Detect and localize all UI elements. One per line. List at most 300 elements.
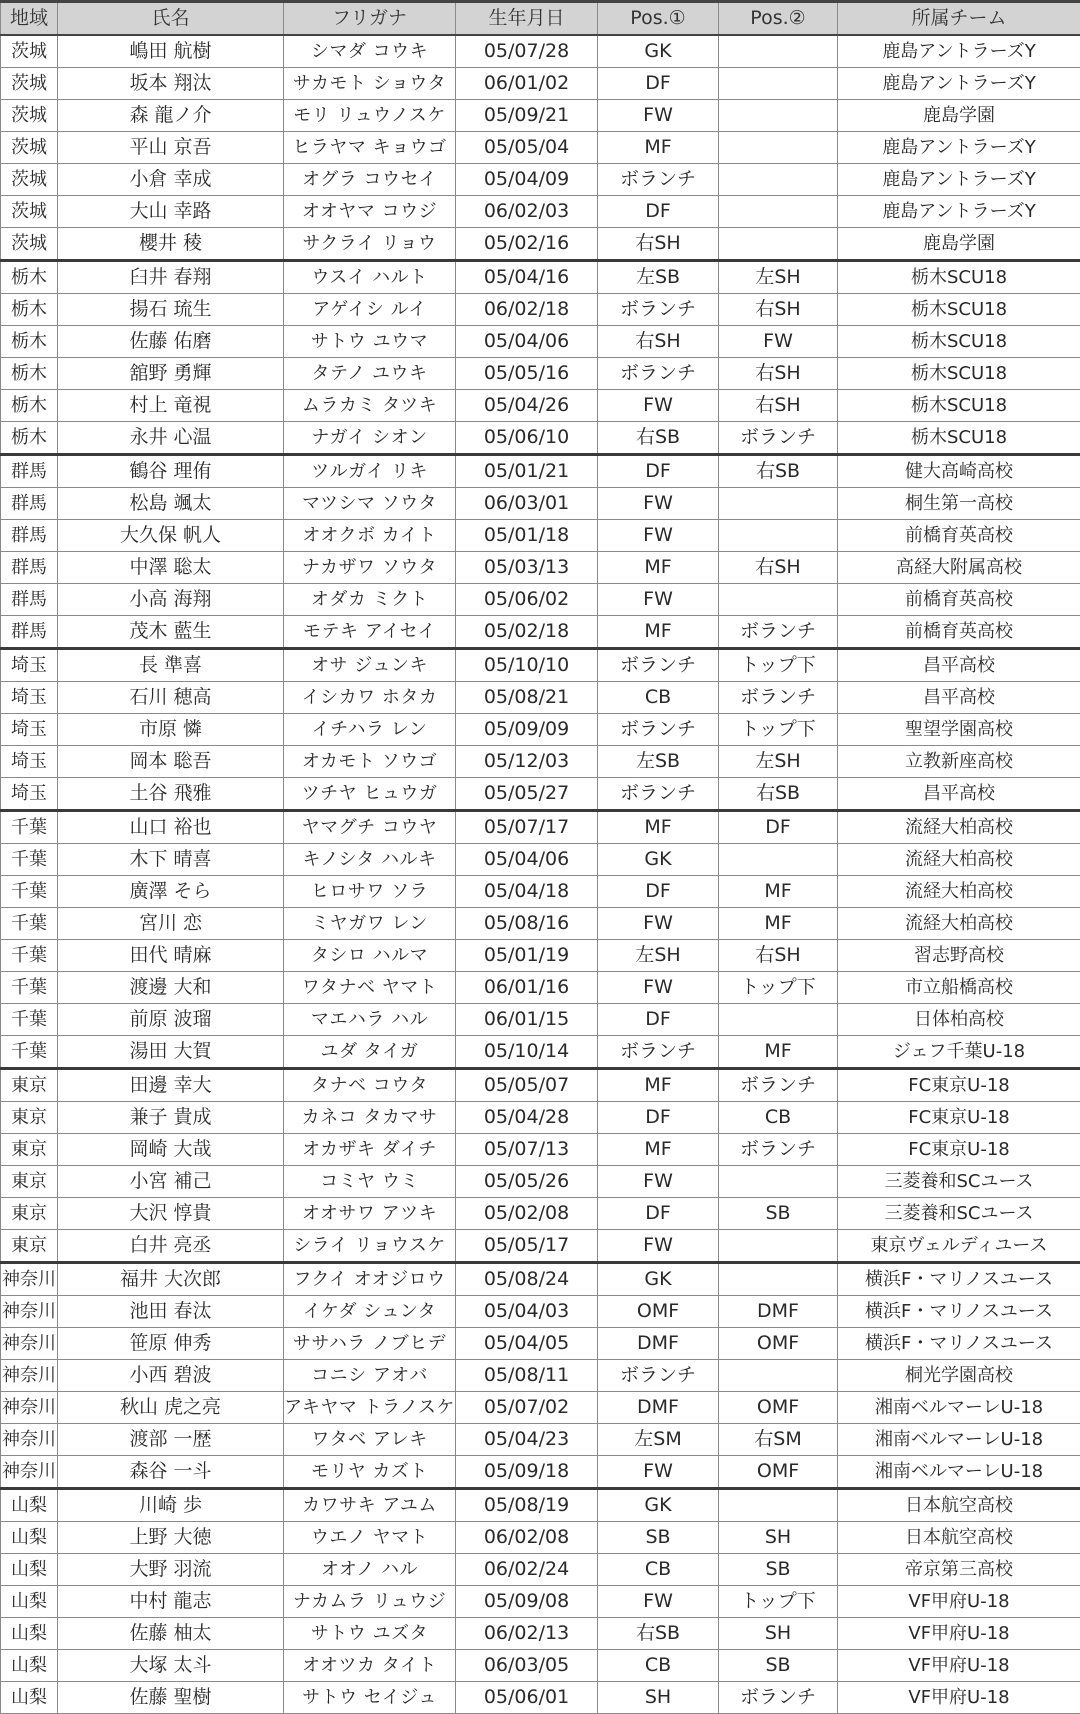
cell-name: 石川 穂高 xyxy=(58,682,284,714)
cell-furigana: ヒラヤマ キョウゴ xyxy=(284,132,456,164)
cell-team: 流経大柏高校 xyxy=(838,811,1080,844)
cell-position-2 xyxy=(719,35,838,68)
cell-furigana: オオツカ タイト xyxy=(284,1650,456,1682)
table-row xyxy=(1,1522,1080,1554)
table-row xyxy=(1,1328,1080,1360)
cell-team: 前橋育英高校 xyxy=(838,616,1080,649)
header-position-2: Pos.② xyxy=(719,2,838,36)
cell-region: 山梨 xyxy=(1,1522,58,1554)
cell-furigana: カネコ タカマサ xyxy=(284,1102,456,1134)
cell-position-1: FW xyxy=(598,520,719,552)
cell-region: 山梨 xyxy=(1,1650,58,1682)
table-row xyxy=(1,326,1080,358)
cell-name: 兼子 貴成 xyxy=(58,1102,284,1134)
cell-team: 栃木SCU18 xyxy=(838,358,1080,390)
table-row xyxy=(1,1392,1080,1424)
cell-name: 櫻井 稜 xyxy=(58,228,284,261)
cell-team: 市立船橋高校 xyxy=(838,972,1080,1004)
cell-position-1: FW xyxy=(598,1456,719,1489)
table-row xyxy=(1,972,1080,1004)
cell-region: 神奈川 xyxy=(1,1296,58,1328)
table-row xyxy=(1,649,1080,682)
cell-position-1: FW xyxy=(598,908,719,940)
cell-position-1: ボランチ xyxy=(598,294,719,326)
cell-region: 山梨 xyxy=(1,1682,58,1714)
cell-name: 大山 幸路 xyxy=(58,196,284,228)
table-row xyxy=(1,1296,1080,1328)
cell-birthdate: 06/03/01 xyxy=(456,488,598,520)
cell-region: 神奈川 xyxy=(1,1328,58,1360)
cell-birthdate: 05/05/07 xyxy=(456,1069,598,1102)
cell-region: 千葉 xyxy=(1,940,58,972)
cell-name: 小宮 補己 xyxy=(58,1166,284,1198)
cell-birthdate: 05/10/10 xyxy=(456,649,598,682)
cell-team: 湘南ベルマーレU-18 xyxy=(838,1456,1080,1489)
cell-position-2 xyxy=(719,584,838,616)
cell-region: 栃木 xyxy=(1,261,58,294)
cell-team: 立教新座高校 xyxy=(838,746,1080,778)
cell-name: 白井 亮丞 xyxy=(58,1230,284,1263)
cell-position-1: MF xyxy=(598,1134,719,1166)
cell-name: 中澤 聡太 xyxy=(58,552,284,584)
cell-region: 栃木 xyxy=(1,326,58,358)
cell-region: 神奈川 xyxy=(1,1392,58,1424)
cell-position-1: CB xyxy=(598,682,719,714)
cell-region: 千葉 xyxy=(1,876,58,908)
cell-name: 茂木 藍生 xyxy=(58,616,284,649)
cell-position-1: ボランチ xyxy=(598,164,719,196)
cell-region: 千葉 xyxy=(1,972,58,1004)
cell-position-2: トップ下 xyxy=(719,714,838,746)
cell-birthdate: 05/10/14 xyxy=(456,1036,598,1069)
cell-team: 前橋育英高校 xyxy=(838,584,1080,616)
cell-birthdate: 06/01/02 xyxy=(456,68,598,100)
cell-birthdate: 05/07/13 xyxy=(456,1134,598,1166)
cell-furigana: オオクボ カイト xyxy=(284,520,456,552)
cell-name: 上野 大徳 xyxy=(58,1522,284,1554)
cell-furigana: ナカザワ ソウタ xyxy=(284,552,456,584)
table-row xyxy=(1,164,1080,196)
cell-furigana: シライ リョウスケ xyxy=(284,1230,456,1263)
table-row xyxy=(1,844,1080,876)
cell-furigana: ウエノ ヤマト xyxy=(284,1522,456,1554)
cell-position-1: MF xyxy=(598,1069,719,1102)
cell-furigana: オオノ ハル xyxy=(284,1554,456,1586)
cell-team: VF甲府U-18 xyxy=(838,1650,1080,1682)
cell-position-2: SB xyxy=(719,1650,838,1682)
cell-name: 佐藤 佑磨 xyxy=(58,326,284,358)
cell-birthdate: 06/02/03 xyxy=(456,196,598,228)
cell-region: 千葉 xyxy=(1,908,58,940)
cell-team: 健大高崎高校 xyxy=(838,455,1080,488)
cell-region: 山梨 xyxy=(1,1554,58,1586)
cell-birthdate: 06/02/13 xyxy=(456,1618,598,1650)
cell-position-2 xyxy=(719,132,838,164)
cell-region: 神奈川 xyxy=(1,1263,58,1296)
cell-furigana: モリ リュウノスケ xyxy=(284,100,456,132)
cell-position-1: GK xyxy=(598,844,719,876)
cell-position-2 xyxy=(719,488,838,520)
cell-birthdate: 06/02/18 xyxy=(456,294,598,326)
cell-position-2 xyxy=(719,228,838,261)
cell-birthdate: 05/09/09 xyxy=(456,714,598,746)
cell-birthdate: 05/04/06 xyxy=(456,326,598,358)
cell-team: 湘南ベルマーレU-18 xyxy=(838,1424,1080,1456)
table-row xyxy=(1,294,1080,326)
cell-birthdate: 05/04/05 xyxy=(456,1328,598,1360)
table-row xyxy=(1,746,1080,778)
cell-team: 昌平高校 xyxy=(838,649,1080,682)
cell-furigana: カワサキ アユム xyxy=(284,1489,456,1522)
cell-position-1: ボランチ xyxy=(598,778,719,811)
cell-team: FC東京U-18 xyxy=(838,1069,1080,1102)
table-row xyxy=(1,1263,1080,1296)
cell-name: 宮川 恋 xyxy=(58,908,284,940)
table-row xyxy=(1,1360,1080,1392)
cell-team: 日本航空高校 xyxy=(838,1489,1080,1522)
cell-position-1: ボランチ xyxy=(598,1360,719,1392)
cell-position-1: ボランチ xyxy=(598,358,719,390)
table-row xyxy=(1,261,1080,294)
cell-team: 三菱養和SCユース xyxy=(838,1198,1080,1230)
cell-position-1: ボランチ xyxy=(598,714,719,746)
cell-furigana: ウスイ ハルト xyxy=(284,261,456,294)
cell-region: 東京 xyxy=(1,1166,58,1198)
cell-position-1: MF xyxy=(598,132,719,164)
cell-furigana: サカモト ショウタ xyxy=(284,68,456,100)
cell-region: 神奈川 xyxy=(1,1360,58,1392)
cell-position-1: DF xyxy=(598,196,719,228)
table-row xyxy=(1,552,1080,584)
cell-furigana: イシカワ ホタカ xyxy=(284,682,456,714)
cell-team: 桐生第一高校 xyxy=(838,488,1080,520)
cell-position-2: 右SH xyxy=(719,390,838,422)
cell-name: 笹原 伸秀 xyxy=(58,1328,284,1360)
cell-birthdate: 05/02/18 xyxy=(456,616,598,649)
cell-name: 坂本 翔汰 xyxy=(58,68,284,100)
table-row xyxy=(1,584,1080,616)
cell-region: 茨城 xyxy=(1,228,58,261)
table-row xyxy=(1,1618,1080,1650)
table-row xyxy=(1,228,1080,261)
cell-furigana: イチハラ レン xyxy=(284,714,456,746)
cell-birthdate: 05/08/19 xyxy=(456,1489,598,1522)
header-name: 氏名 xyxy=(58,2,284,36)
cell-position-2: ボランチ xyxy=(719,1682,838,1714)
cell-birthdate: 05/04/23 xyxy=(456,1424,598,1456)
cell-furigana: シマダ コウキ xyxy=(284,35,456,68)
cell-furigana: オカモト ソウゴ xyxy=(284,746,456,778)
cell-position-1: GK xyxy=(598,35,719,68)
cell-team: 習志野高校 xyxy=(838,940,1080,972)
cell-position-2: トップ下 xyxy=(719,1586,838,1618)
cell-position-2: ボランチ xyxy=(719,616,838,649)
cell-furigana: キノシタ ハルキ xyxy=(284,844,456,876)
cell-position-1: 右SB xyxy=(598,422,719,455)
cell-birthdate: 06/02/24 xyxy=(456,1554,598,1586)
cell-furigana: サクライ リョウ xyxy=(284,228,456,261)
table-row xyxy=(1,68,1080,100)
table-row xyxy=(1,1456,1080,1489)
cell-position-1: 右SH xyxy=(598,228,719,261)
cell-birthdate: 05/03/13 xyxy=(456,552,598,584)
cell-birthdate: 05/06/01 xyxy=(456,1682,598,1714)
cell-name: 池田 春汰 xyxy=(58,1296,284,1328)
table-row xyxy=(1,682,1080,714)
cell-furigana: フクイ オオジロウ xyxy=(284,1263,456,1296)
table-row xyxy=(1,876,1080,908)
cell-position-1: FW xyxy=(598,488,719,520)
cell-birthdate: 05/08/11 xyxy=(456,1360,598,1392)
table-row xyxy=(1,390,1080,422)
cell-birthdate: 05/02/16 xyxy=(456,228,598,261)
cell-team: 鹿島アントラーズY xyxy=(838,132,1080,164)
cell-team: 流経大柏高校 xyxy=(838,908,1080,940)
cell-position-1: DF xyxy=(598,455,719,488)
table-row xyxy=(1,1650,1080,1682)
cell-position-1: 左SB xyxy=(598,746,719,778)
cell-name: 森 龍ノ介 xyxy=(58,100,284,132)
cell-position-2: 右SH xyxy=(719,294,838,326)
table-row xyxy=(1,714,1080,746)
cell-birthdate: 05/01/19 xyxy=(456,940,598,972)
cell-position-2 xyxy=(719,100,838,132)
cell-name: 大塚 太斗 xyxy=(58,1650,284,1682)
cell-name: 渡部 一歴 xyxy=(58,1424,284,1456)
header-position-1: Pos.① xyxy=(598,2,719,36)
table-row xyxy=(1,908,1080,940)
cell-birthdate: 06/02/08 xyxy=(456,1522,598,1554)
cell-furigana: ミヤガワ レン xyxy=(284,908,456,940)
cell-furigana: マツシマ ソウタ xyxy=(284,488,456,520)
cell-team: 三菱養和SCユース xyxy=(838,1166,1080,1198)
cell-position-1: SH xyxy=(598,1682,719,1714)
cell-team: 栃木SCU18 xyxy=(838,390,1080,422)
cell-birthdate: 05/07/02 xyxy=(456,1392,598,1424)
cell-furigana: ムラカミ タツキ xyxy=(284,390,456,422)
cell-region: 群馬 xyxy=(1,584,58,616)
cell-birthdate: 06/01/16 xyxy=(456,972,598,1004)
cell-team: 流経大柏高校 xyxy=(838,844,1080,876)
cell-position-2: ボランチ xyxy=(719,1134,838,1166)
cell-position-1: FW xyxy=(598,972,719,1004)
cell-name: 土谷 飛雅 xyxy=(58,778,284,811)
cell-name: 佐藤 柚太 xyxy=(58,1618,284,1650)
cell-birthdate: 05/09/18 xyxy=(456,1456,598,1489)
table-row xyxy=(1,778,1080,811)
cell-name: 渡邊 大和 xyxy=(58,972,284,1004)
cell-birthdate: 05/05/26 xyxy=(456,1166,598,1198)
cell-team: 栃木SCU18 xyxy=(838,294,1080,326)
table-row xyxy=(1,488,1080,520)
cell-team: FC東京U-18 xyxy=(838,1102,1080,1134)
cell-furigana: オグラ コウセイ xyxy=(284,164,456,196)
cell-position-2: トップ下 xyxy=(719,972,838,1004)
table-row xyxy=(1,455,1080,488)
cell-position-2 xyxy=(719,68,838,100)
cell-position-1: 右SB xyxy=(598,1618,719,1650)
cell-name: 永井 心温 xyxy=(58,422,284,455)
cell-furigana: アゲイシ ルイ xyxy=(284,294,456,326)
cell-region: 神奈川 xyxy=(1,1424,58,1456)
cell-team: 湘南ベルマーレU-18 xyxy=(838,1392,1080,1424)
cell-position-1: 左SM xyxy=(598,1424,719,1456)
cell-position-1: OMF xyxy=(598,1296,719,1328)
cell-furigana: ワタベ アレキ xyxy=(284,1424,456,1456)
cell-position-1: ボランチ xyxy=(598,1036,719,1069)
cell-position-1: ボランチ xyxy=(598,649,719,682)
cell-position-2 xyxy=(719,1489,838,1522)
cell-birthdate: 05/02/08 xyxy=(456,1198,598,1230)
table-row xyxy=(1,422,1080,455)
table-row xyxy=(1,1230,1080,1263)
cell-position-2: OMF xyxy=(719,1328,838,1360)
cell-position-1: SB xyxy=(598,1522,719,1554)
roster-body xyxy=(1,35,1080,1714)
cell-position-2: 右SH xyxy=(719,358,838,390)
cell-name: 木下 晴喜 xyxy=(58,844,284,876)
cell-position-1: CB xyxy=(598,1554,719,1586)
cell-region: 埼玉 xyxy=(1,714,58,746)
cell-birthdate: 06/01/15 xyxy=(456,1004,598,1036)
cell-position-2 xyxy=(719,196,838,228)
cell-position-1: DF xyxy=(598,1198,719,1230)
cell-birthdate: 05/08/21 xyxy=(456,682,598,714)
header-row xyxy=(1,2,1080,36)
cell-name: 中村 龍志 xyxy=(58,1586,284,1618)
cell-position-1: FW xyxy=(598,390,719,422)
cell-team: 鹿島学園 xyxy=(838,228,1080,261)
cell-region: 東京 xyxy=(1,1102,58,1134)
cell-position-2: ボランチ xyxy=(719,682,838,714)
cell-furigana: ナガイ シオン xyxy=(284,422,456,455)
cell-region: 山梨 xyxy=(1,1618,58,1650)
cell-name: 臼井 春翔 xyxy=(58,261,284,294)
cell-position-1: DF xyxy=(598,876,719,908)
cell-team: VF甲府U-18 xyxy=(838,1586,1080,1618)
cell-birthdate: 05/07/28 xyxy=(456,35,598,68)
table-row xyxy=(1,1424,1080,1456)
cell-birthdate: 05/05/16 xyxy=(456,358,598,390)
cell-birthdate: 05/01/18 xyxy=(456,520,598,552)
cell-position-1: MF xyxy=(598,811,719,844)
cell-name: 福井 大次郎 xyxy=(58,1263,284,1296)
cell-furigana: モテキ アイセイ xyxy=(284,616,456,649)
cell-position-2: DF xyxy=(719,811,838,844)
cell-region: 千葉 xyxy=(1,1036,58,1069)
cell-team: 横浜F・マリノスユース xyxy=(838,1328,1080,1360)
cell-furigana: ササハラ ノブヒデ xyxy=(284,1328,456,1360)
cell-name: 鶴谷 理侑 xyxy=(58,455,284,488)
cell-position-2: ボランチ xyxy=(719,1069,838,1102)
cell-name: 大沢 惇貴 xyxy=(58,1198,284,1230)
cell-region: 群馬 xyxy=(1,488,58,520)
cell-region: 茨城 xyxy=(1,100,58,132)
cell-region: 群馬 xyxy=(1,616,58,649)
cell-team: 流経大柏高校 xyxy=(838,876,1080,908)
cell-birthdate: 05/09/08 xyxy=(456,1586,598,1618)
cell-position-1: MF xyxy=(598,552,719,584)
cell-birthdate: 05/04/28 xyxy=(456,1102,598,1134)
cell-team: VF甲府U-18 xyxy=(838,1618,1080,1650)
cell-position-2: DMF xyxy=(719,1296,838,1328)
header-furigana: フリガナ xyxy=(284,2,456,36)
table-row xyxy=(1,520,1080,552)
cell-name: 長 準喜 xyxy=(58,649,284,682)
cell-position-2 xyxy=(719,1230,838,1263)
cell-position-2: SH xyxy=(719,1618,838,1650)
cell-position-2 xyxy=(719,1360,838,1392)
cell-position-1: DF xyxy=(598,68,719,100)
cell-region: 茨城 xyxy=(1,68,58,100)
cell-team: VF甲府U-18 xyxy=(838,1682,1080,1714)
table-row xyxy=(1,1586,1080,1618)
cell-name: 村上 竜視 xyxy=(58,390,284,422)
cell-region: 東京 xyxy=(1,1198,58,1230)
cell-position-2: SH xyxy=(719,1522,838,1554)
cell-furigana: ツルガイ リキ xyxy=(284,455,456,488)
cell-position-2: MF xyxy=(719,876,838,908)
cell-name: 揚石 琉生 xyxy=(58,294,284,326)
table-row xyxy=(1,1554,1080,1586)
cell-team: 鹿島アントラーズY xyxy=(838,164,1080,196)
cell-position-1: DMF xyxy=(598,1328,719,1360)
cell-furigana: ナカムラ リュウジ xyxy=(284,1586,456,1618)
cell-birthdate: 05/04/16 xyxy=(456,261,598,294)
cell-name: 平山 京吾 xyxy=(58,132,284,164)
cell-furigana: マエハラ ハル xyxy=(284,1004,456,1036)
cell-position-2 xyxy=(719,844,838,876)
table-row xyxy=(1,196,1080,228)
cell-furigana: サトウ セイジュ xyxy=(284,1682,456,1714)
cell-position-2 xyxy=(719,1004,838,1036)
header-region: 地域 xyxy=(1,2,58,36)
cell-position-1: 右SH xyxy=(598,326,719,358)
cell-name: 廣澤 そら xyxy=(58,876,284,908)
cell-team: FC東京U-18 xyxy=(838,1134,1080,1166)
table-row xyxy=(1,616,1080,649)
cell-region: 東京 xyxy=(1,1069,58,1102)
cell-region: 神奈川 xyxy=(1,1456,58,1489)
cell-furigana: タナベ コウタ xyxy=(284,1069,456,1102)
cell-position-1: DF xyxy=(598,1102,719,1134)
cell-name: 森谷 一斗 xyxy=(58,1456,284,1489)
cell-name: 大久保 帆人 xyxy=(58,520,284,552)
cell-position-2 xyxy=(719,520,838,552)
cell-team: 日体柏高校 xyxy=(838,1004,1080,1036)
cell-birthdate: 05/07/17 xyxy=(456,811,598,844)
cell-furigana: オサ ジュンキ xyxy=(284,649,456,682)
table-row xyxy=(1,1036,1080,1069)
cell-team: ジェフ千葉U-18 xyxy=(838,1036,1080,1069)
cell-furigana: サトウ ユズタ xyxy=(284,1618,456,1650)
table-row xyxy=(1,1489,1080,1522)
cell-furigana: ツチヤ ヒュウガ xyxy=(284,778,456,811)
cell-region: 茨城 xyxy=(1,132,58,164)
cell-birthdate: 05/08/16 xyxy=(456,908,598,940)
cell-furigana: サトウ ユウマ xyxy=(284,326,456,358)
cell-position-2: OMF xyxy=(719,1392,838,1424)
cell-furigana: コミヤ ウミ xyxy=(284,1166,456,1198)
cell-name: 前原 波瑠 xyxy=(58,1004,284,1036)
table-row xyxy=(1,1069,1080,1102)
cell-region: 栃木 xyxy=(1,390,58,422)
cell-region: 群馬 xyxy=(1,520,58,552)
cell-team: 前橋育英高校 xyxy=(838,520,1080,552)
cell-team: 日本航空高校 xyxy=(838,1522,1080,1554)
cell-furigana: オダカ ミクト xyxy=(284,584,456,616)
cell-furigana: オオサワ アツキ xyxy=(284,1198,456,1230)
